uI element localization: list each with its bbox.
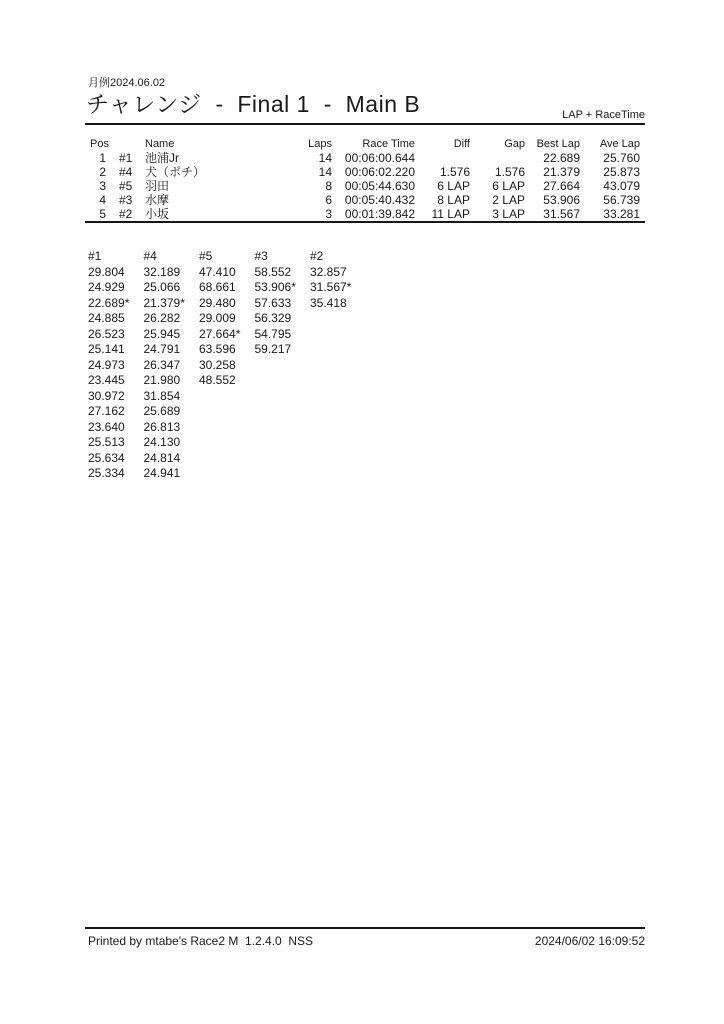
lap-time-value: 23.445 xyxy=(88,373,125,387)
pos-cell: 2 xyxy=(99,165,106,179)
car-number-cell: #4 xyxy=(119,165,133,179)
lap-time-value: 47.410 xyxy=(199,264,236,279)
lap-time-value: 58.552 xyxy=(254,264,292,279)
driver-name-cell: 小坂 xyxy=(145,207,170,221)
lap-time-value: 29.804 xyxy=(88,264,125,279)
pos-cell: 1 xyxy=(99,151,106,165)
lap-time-value: 57.633 xyxy=(254,295,292,310)
lap-time-value: 27.162 xyxy=(88,404,125,418)
result-row xyxy=(85,207,645,221)
gap-cell xyxy=(470,151,525,165)
lap-time-value: 24.791 xyxy=(143,342,181,356)
lap-time-value: 24.941 xyxy=(143,466,181,480)
timing-mode-label: LAP + RaceTime xyxy=(562,109,645,121)
driver-name-cell: 犬（ポチ） xyxy=(145,165,206,179)
best-lap-cell: 53.906 xyxy=(543,193,580,207)
lap-column-header: #4 xyxy=(143,249,157,263)
lap-column-car1 xyxy=(88,249,144,482)
event-date: 月例2024.06.02 xyxy=(88,77,166,89)
race-time-cell: 00:05:44.630 xyxy=(344,179,415,193)
pos-cell: 4 xyxy=(99,193,106,207)
race-time-cell: 00:05:40.432 xyxy=(344,193,415,207)
lap-time-value: 25.945 xyxy=(143,326,181,341)
col-header-best-lap: Best Lap xyxy=(536,138,580,150)
lap-column-header: #1 xyxy=(88,249,102,263)
lap-column-car3 xyxy=(255,249,311,358)
race-time-cell: 00:06:02.220 xyxy=(344,165,415,179)
results-table xyxy=(85,137,645,221)
gap-cell: 1.576 xyxy=(494,165,525,179)
race-time-cell: 00:01:39.842 xyxy=(344,207,415,221)
result-row xyxy=(85,151,645,165)
title-divider xyxy=(85,123,645,125)
diff-cell: 8 LAP xyxy=(437,193,470,207)
ave-lap-cell: 25.873 xyxy=(603,165,640,179)
col-header-race-time: Race Time xyxy=(362,138,415,150)
lap-time-value: 25.634 xyxy=(88,450,125,465)
lap-time-value: 23.640 xyxy=(88,419,125,434)
table-divider xyxy=(85,221,645,223)
lap-column-header: #5 xyxy=(199,249,213,263)
ave-lap-cell: 25.760 xyxy=(603,151,640,165)
best-lap-cell: 21.379 xyxy=(543,165,580,179)
race-time-cell: 00:06:00.644 xyxy=(344,151,415,165)
best-lap-cell: 22.689 xyxy=(543,151,580,165)
lap-time-value: 54.795 xyxy=(254,326,292,341)
lap-time-value: 48.552 xyxy=(199,373,236,387)
laps-cell: 3 xyxy=(325,207,332,221)
col-header-gap: Gap xyxy=(504,138,525,150)
diff-cell: 11 LAP xyxy=(431,207,470,221)
car-number-cell: #1 xyxy=(119,151,133,165)
result-row xyxy=(85,193,645,207)
lap-column-header: #3 xyxy=(254,249,268,263)
driver-name-cell: 池浦Jr xyxy=(145,151,179,165)
col-header-pos: Pos xyxy=(90,138,109,150)
best-lap-cell: 27.664 xyxy=(543,179,580,193)
lap-time-value: 59.217 xyxy=(254,342,292,356)
lap-time-value: 56.329 xyxy=(254,311,292,325)
diff-cell: 1.576 xyxy=(439,165,470,179)
lap-time-value: 35.418 xyxy=(310,295,347,310)
driver-name-cell: 羽田 xyxy=(145,179,170,193)
lap-time-value: 25.066 xyxy=(143,280,181,294)
lap-time-value: 30.258 xyxy=(199,357,236,372)
lap-column-header: #2 xyxy=(310,249,324,263)
lap-time-value: 29.480 xyxy=(199,295,236,310)
ave-lap-cell: 56.739 xyxy=(603,193,640,207)
lap-time-value: 25.513 xyxy=(88,435,125,449)
diff-cell xyxy=(415,151,470,165)
lap-time-value: 21.379* xyxy=(143,295,185,310)
driver-name-cell: 水摩 xyxy=(145,193,170,207)
lap-time-value: 26.813 xyxy=(143,419,181,434)
lap-time-value: 24.814 xyxy=(143,450,181,465)
lap-time-value: 31.567* xyxy=(310,280,352,294)
result-row xyxy=(85,179,645,193)
car-number-cell: #5 xyxy=(119,179,133,193)
laps-cell: 8 xyxy=(325,179,332,193)
lap-time-value: 32.189 xyxy=(143,264,181,279)
lap-column-car2 xyxy=(310,249,366,311)
lap-time-value: 21.980 xyxy=(143,373,181,387)
lap-times-section xyxy=(88,249,366,482)
col-header-laps: Laps xyxy=(308,138,332,150)
lap-time-value: 25.334 xyxy=(88,466,125,480)
lap-time-value: 27.664* xyxy=(199,326,241,341)
diff-cell: 6 LAP xyxy=(437,179,470,193)
ave-lap-cell: 43.079 xyxy=(603,179,640,193)
laps-cell: 14 xyxy=(318,165,332,179)
gap-cell: 2 LAP xyxy=(492,193,525,207)
lap-time-value: 63.596 xyxy=(199,342,236,356)
car-number-cell: #2 xyxy=(119,207,133,221)
lap-time-value: 26.282 xyxy=(143,311,181,325)
printed-by-label: Printed by mtabe's Race2 M 1.2.4.0 NSS xyxy=(88,934,314,948)
results-header-row xyxy=(85,137,645,151)
lap-time-value: 30.972 xyxy=(88,388,125,403)
pos-cell: 3 xyxy=(99,179,106,193)
footer-divider xyxy=(85,927,645,929)
laps-cell: 6 xyxy=(325,193,332,207)
best-lap-cell: 31.567 xyxy=(543,207,580,221)
lap-time-value: 26.347 xyxy=(143,357,181,372)
race-title: チャレンジ - Final 1 - Main B xyxy=(86,91,421,117)
lap-time-value: 32.857 xyxy=(310,264,347,279)
car-number-cell: #3 xyxy=(119,193,133,207)
pos-cell: 5 xyxy=(99,207,106,221)
lap-time-value: 25.141 xyxy=(88,342,125,356)
printed-at-label: 2024/06/02 16:09:52 xyxy=(534,934,645,948)
col-header-ave-lap: Ave Lap xyxy=(599,138,640,150)
lap-column-car4 xyxy=(144,249,200,482)
lap-time-value: 31.854 xyxy=(143,388,181,403)
lap-time-value: 25.689 xyxy=(143,404,181,418)
ave-lap-cell: 33.281 xyxy=(603,207,640,221)
lap-time-value: 24.130 xyxy=(143,435,181,449)
gap-cell: 6 LAP xyxy=(492,179,525,193)
lap-time-value: 53.906* xyxy=(254,280,296,294)
lap-column-car5 xyxy=(199,249,255,389)
lap-time-value: 24.929 xyxy=(88,280,125,294)
lap-time-value: 24.973 xyxy=(88,357,125,372)
lap-time-value: 29.009 xyxy=(199,311,236,325)
lap-time-value: 24.885 xyxy=(88,311,125,325)
col-header-name: Name xyxy=(145,138,175,150)
col-header-diff: Diff xyxy=(453,138,470,150)
lap-time-value: 26.523 xyxy=(88,326,125,341)
result-row xyxy=(85,165,645,179)
gap-cell: 3 LAP xyxy=(492,207,525,221)
laps-cell: 14 xyxy=(318,151,332,165)
lap-time-value: 68.661 xyxy=(199,280,236,294)
lap-time-value: 22.689* xyxy=(88,295,130,310)
col-header-carnum-spacer xyxy=(106,137,142,151)
